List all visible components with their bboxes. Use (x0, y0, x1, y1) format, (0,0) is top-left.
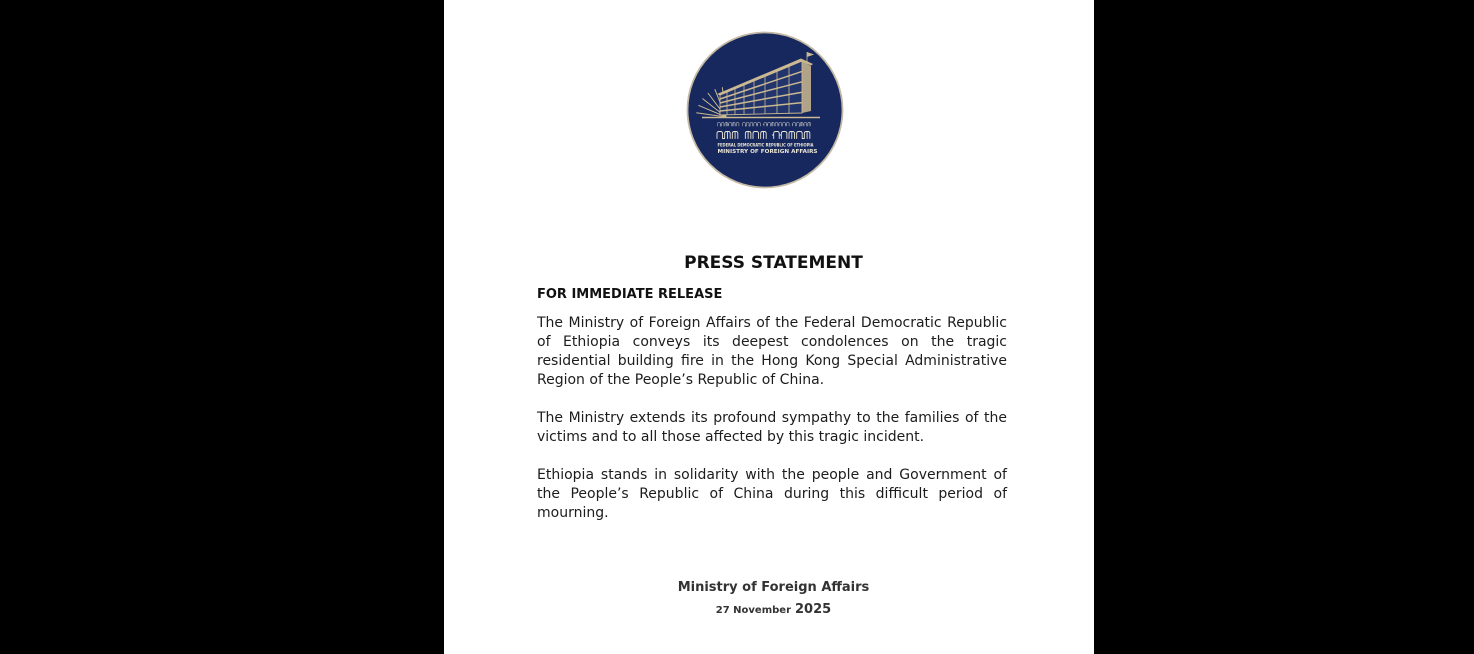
press-statement-title: PRESS STATEMENT (684, 253, 863, 273)
date-day-month: 27 November (715, 605, 792, 616)
release-label: FOR IMMEDIATE RELEASE (537, 287, 723, 302)
ministry-emblem (686, 31, 844, 189)
emblem-ministry-text: MINISTRY OF FOREIGN AFFAIRS (717, 149, 818, 155)
emblem-country-text: FEDERAL DEMOCRATIC REPUBLIC OF ETHIOPIA (717, 143, 830, 149)
signature-issuer: Ministry of Foreign Affairs (677, 580, 870, 595)
document-page (444, 0, 1094, 654)
paragraph-solidarity: Ethiopia stands in solidarity with the people and Government of the People’s Republic of China during this difficult period of mourning. (537, 467, 1007, 521)
paragraph-sympathy: The Ministry extends its profound sympathy to the families of the victims and to all those affected by this tragic incident. (537, 410, 1007, 445)
ministry-logo (686, 31, 844, 189)
date-year: 2025 (795, 602, 832, 617)
statement-body (537, 314, 1007, 542)
paragraph-condolences: The Ministry of Foreign Affairs of the Federal Democratic Republic of Ethiopia conveys its deepest condolences on the tragic residential building fire in the Hong Kong Special Administrative Region of the People’s Republic of China. (537, 315, 1007, 388)
statement-date (537, 603, 1010, 617)
amharic-country-lettering (718, 122, 811, 126)
